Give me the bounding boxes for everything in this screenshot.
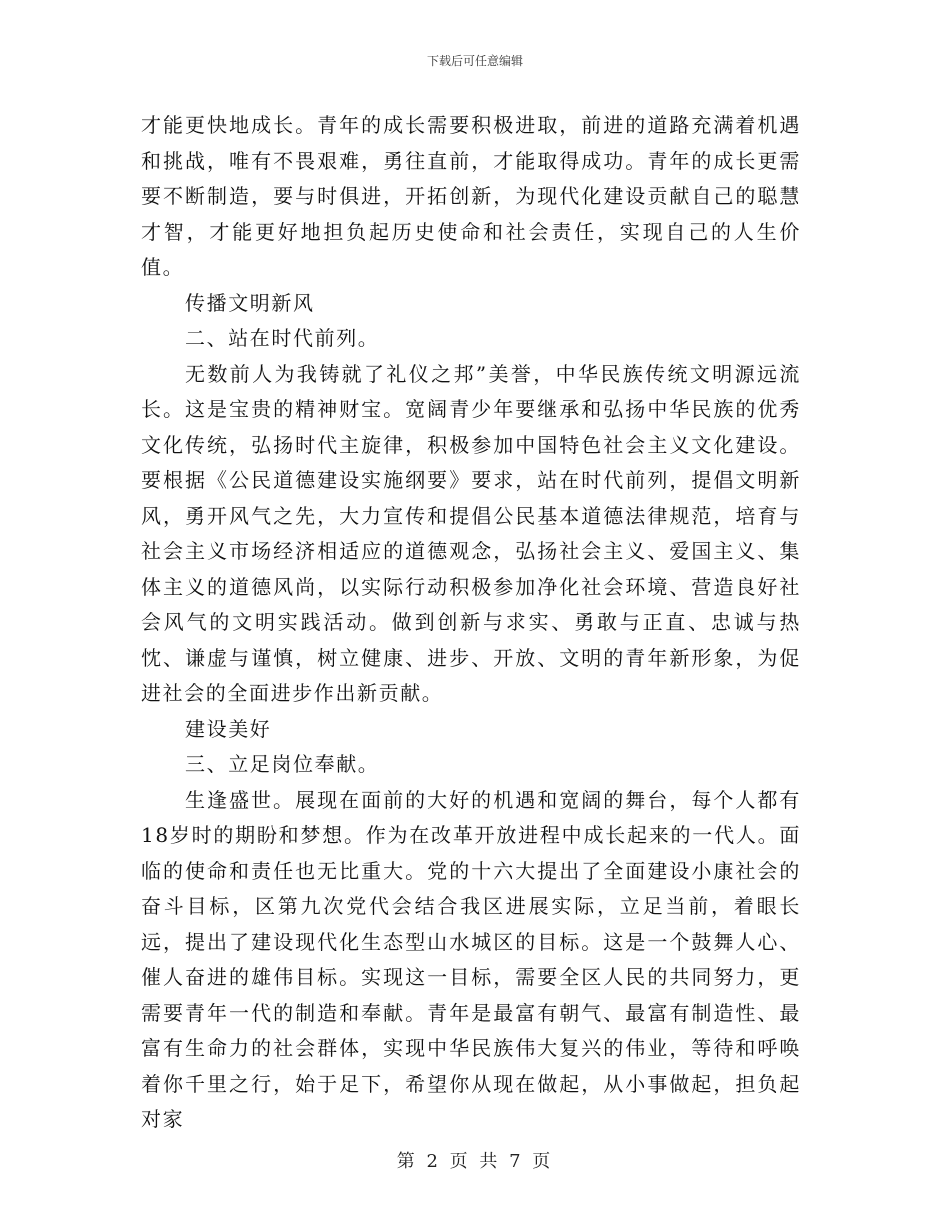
section-heading: 三、立足岗位奉献。 — [185, 752, 380, 776]
paragraph-body: 无数前人为我铸就了礼仪之邦”美誉，中华民族传统文明源远流长。这是宝贵的精神财宝。宽阔青少年要继承和弘扬中华民族的优秀文化传统，弘扬时代主旋律，积极参加中国特色社会主义文化建设。要根据《公民道德建设实施纲要》要求，站在时代前列，提倡文明新风，勇开风气之先，大力宣传和提倡公民基本道德法律规范，培育与社会主义市场经济相适应的道德观念，弘扬社会主义、爱国主义、集体主义的道德风尚，以实际行动积极参加净化社会环境、营造良好社会风气的文明实践活动。做到创新与求实、勇敢与正直、忠诚与热忱、谦虚与谨慎，树立健康、进步、开放、文明的青年新形象，为促进社会的全面进步作出新贡献。 — [141, 361, 801, 705]
section-heading: 传播文明新风 — [185, 290, 315, 315]
page-number-footer: 第 2 页 共 7 页 — [396, 1151, 554, 1172]
section-heading: 建设美好 — [185, 716, 272, 741]
document-body — [141, 108, 801, 1138]
paragraph-body: 生逢盛世。展现在面前的大好的机遇和宽阔的舞台，每个人都有18岁时的期盼和梦想。作为在改革开放进程中成长起来的一代人。面临的使命和责任也无比重大。党的十六大提出了全面建设小康社会的奋斗目标，区第九次党代会结合我区进展实际，立足当前，着眼长远，提出了建设现代化生态型山水城区的目标。这是一个鼓舞人心、催人奋进的雄伟目标。实现这一目标，需要全区人民的共同努力，更需要青年一代的制造和奉献。青年是最富有朝气、最富有制造性、最富有生命力的社会群体，实现中华民族伟大复兴的伟业，等待和呼唤着你千里之行，始于足下，希望你从现在做起，从小事做起，担负起对家 — [141, 787, 801, 1131]
paragraph-body: 才能更快地成长。青年的成长需要积极进取，前进的道路充满着机遇和挑战，唯有不畏艰难，勇往直前，才能取得成功。青年的成长更需要不断制造，要与时俱进，开拓创新，为现代化建设贡献自己的聪慧才智，才能更好地担负起历史使命和社会责任，实现自己的人生价值。 — [141, 113, 801, 279]
section-heading: 二、站在时代前列。 — [185, 326, 380, 350]
page-header: 下载后可任意编辑 — [426, 54, 523, 68]
